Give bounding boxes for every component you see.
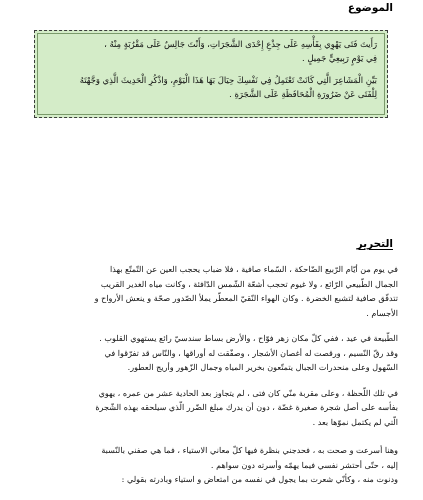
prompt-line: لِلْفَتَى عَنْ ضَرُورَةِ الْمُحَافَظَةِ عَلَى الشَّجَرَةِ . xyxy=(229,89,377,99)
essay-line: الّتي لم يكتمل نموّها بعد . xyxy=(312,416,398,427)
essay-line: تتدفّق صافية لتشبع الخضرة . وكان الهواء النّقيّ المعطّر يملأ الصّدور صحّة و ينعش الأرواح و xyxy=(94,293,398,303)
essay-line: في يوم من أيّام الرّبيع الضّاحكة ، السّماء صافية ، فلا ضباب يحجب العين عن التّمتّع بهذا xyxy=(109,264,398,274)
essay-paragraph xyxy=(26,331,398,375)
essay-paragraph xyxy=(26,443,398,487)
prompt-line: فِي يَوْمٍ رَبِيعِيٍّ جَمِيلٍ . xyxy=(302,53,377,63)
essay-paragraph xyxy=(26,386,398,430)
prompt-line: بَيِّنِ الْمَشَاعِرَ الَّتِي كَانَتْ تَعْتَمِلُ فِي نَفْسِكَ حِيَالَ بَهَا هَذَا الْيَوْمِ، وَاذْكُرِ الْحَدِيثَ الَّذِي وَجَّهْتَهُ xyxy=(79,75,377,85)
topic-heading: الموضوع xyxy=(347,2,393,14)
essay-line: وهنا أسرعت و صحت به ، فحدجني بنظرة فيها كلّ معاني الاستياء ، فما هي صفني بالنّسبة xyxy=(101,445,398,455)
editing-heading: التحرير xyxy=(356,238,393,250)
prompt-line: رَأَيتَ فَتَى يَهْوِي بِفَأْسِهِ عَلَى جِذْعِ إِحْدَى الشَّجَرَاتِ، وَأَنْتَ جَالِسٌ عَلَى مَقْرُبَةٍ مِنْهُ ، xyxy=(104,39,377,49)
essay-line: وقد رقّ النّسيم ، ورقصت له أغصان الأشجار ، وصفّقت له أوراقها ، والنّاس قد تفرّقوا في xyxy=(104,347,398,358)
essay-line: ودنوت منه ، وكأنّي شعرت بما يجول في نفسه من امتعاض و استياء وبادرته بقولي : xyxy=(121,474,398,484)
essay-paragraph xyxy=(26,262,398,320)
essay-line: السّهول وعلى منحدرات الجبال يتمتّعون بخرير المياه وجمال الزّهور وأريج العطور. xyxy=(127,362,398,372)
essay-body xyxy=(26,262,398,498)
essay-line: الأجسام . xyxy=(366,307,398,318)
essay-line: إليه ، حتّى أحتشر نفسي فيما يهمّه وأسرته دون سواهم . xyxy=(210,459,398,470)
topic-prompt-box xyxy=(34,30,388,118)
essay-line: الطّبيعة في عيد ، ففي كلّ مكان زهر فوّاح ، والأرض بساط سندسيّ رائع يستهوي القلوب . xyxy=(99,333,398,343)
essay-line: بفأسه على أصل شجرة صغيرة غضّة ، دون أن يدرك مبلغ الضّرر الّذي سيلحقه بهذه الشّجرة xyxy=(95,402,398,412)
essay-line: في تلك اللّحظة ، وعلى مقربة منّي كان فتى ، لم يتجاوز بعد الحادية عشر من عمره ، يهوي xyxy=(98,387,398,398)
essay-line: الجمال الطّبيعي الرّائع ، ولا غيوم تحجب أشعّة الشّمس الدّافئة ، وكانت مياه الغدير القريب xyxy=(100,278,398,289)
